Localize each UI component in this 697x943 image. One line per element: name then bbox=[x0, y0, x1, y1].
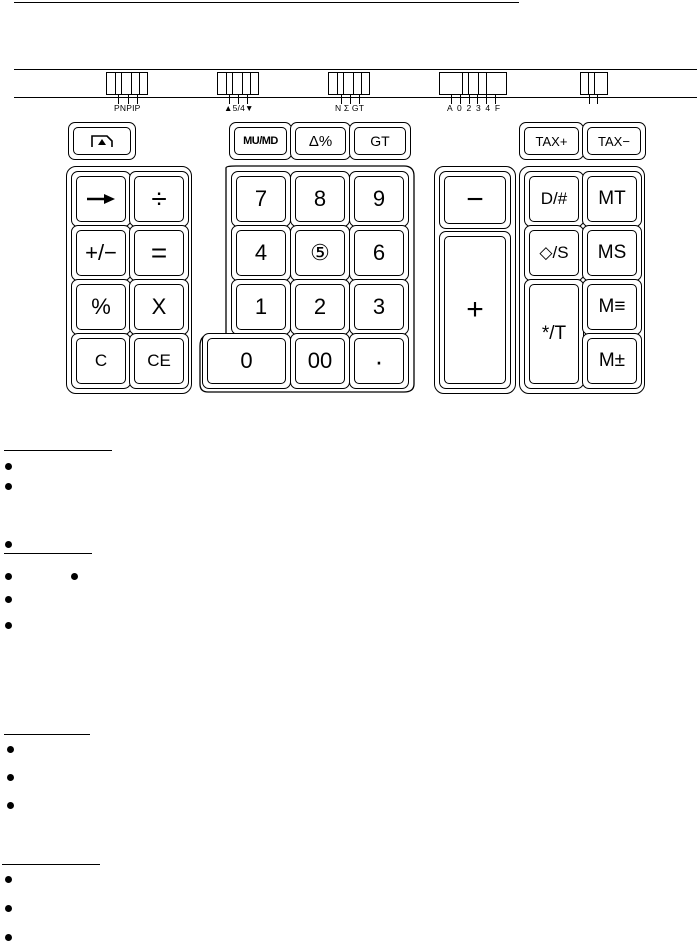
bullet-icon bbox=[7, 802, 14, 809]
mode-switch[interactable] bbox=[328, 72, 370, 95]
bullet-icon bbox=[5, 463, 12, 470]
paper-feed-button[interactable] bbox=[68, 122, 136, 160]
bullet-icon bbox=[5, 622, 12, 629]
plus-button[interactable]: + bbox=[439, 231, 511, 389]
bullet-icon bbox=[5, 541, 12, 548]
digit-2-button[interactable]: 2 bbox=[290, 279, 350, 335]
divide-button[interactable]: ÷ bbox=[129, 171, 189, 227]
paper-feed-icon bbox=[90, 134, 114, 148]
right-arrow-icon bbox=[86, 193, 116, 205]
bullet-icon bbox=[7, 774, 14, 781]
digit-00-button[interactable]: 00 bbox=[290, 333, 350, 389]
percent-button[interactable]: % bbox=[71, 279, 131, 335]
section-rule bbox=[2, 864, 100, 865]
digit-6-button[interactable]: 6 bbox=[349, 225, 409, 281]
tax-minus-button[interactable]: TAX− bbox=[582, 122, 646, 160]
bullet-icon bbox=[71, 573, 78, 580]
rounding-switch[interactable] bbox=[217, 72, 259, 95]
mu-md-button[interactable]: MU/MD bbox=[229, 122, 292, 160]
section-rule bbox=[4, 450, 112, 451]
print-mode-label: PNPIP bbox=[114, 103, 141, 113]
digit-1-button[interactable]: 1 bbox=[231, 279, 291, 335]
digit-9-button[interactable]: 9 bbox=[349, 171, 409, 227]
delta-percent-button[interactable]: Δ% bbox=[290, 122, 351, 160]
bullet-icon bbox=[5, 876, 12, 883]
digit-8-button[interactable]: 8 bbox=[290, 171, 350, 227]
digit-5-button[interactable]: ⑤ bbox=[290, 225, 350, 281]
bullet-icon bbox=[5, 483, 12, 490]
mode-label: N Σ GT bbox=[335, 103, 365, 113]
section-rule bbox=[4, 553, 92, 554]
digit-0-button[interactable]: 0 bbox=[202, 333, 291, 389]
decimal-switch[interactable] bbox=[439, 72, 507, 95]
panel-bottom-line bbox=[14, 97, 697, 98]
switch-tick bbox=[597, 95, 598, 104]
memory-equal-button[interactable]: M≡ bbox=[582, 279, 642, 335]
gt-button[interactable]: GT bbox=[349, 122, 411, 160]
non-add-subtotal-button[interactable]: ◇/S bbox=[524, 225, 584, 281]
digit-7-button[interactable]: 7 bbox=[231, 171, 291, 227]
clear-entry-button[interactable]: CE bbox=[129, 333, 189, 389]
section-rule bbox=[4, 734, 90, 735]
bullet-icon bbox=[5, 596, 12, 603]
equals-button[interactable]: = bbox=[129, 225, 189, 281]
mt-button[interactable]: MT bbox=[582, 171, 642, 227]
bullet-icon bbox=[5, 934, 12, 941]
digit-4-button[interactable]: 4 bbox=[231, 225, 291, 281]
memory-plus-minus-button[interactable]: M± bbox=[582, 333, 642, 389]
panel-top-line bbox=[14, 69, 697, 70]
bullet-icon bbox=[5, 905, 12, 912]
digit-3-button[interactable]: 3 bbox=[349, 279, 409, 335]
top-rule bbox=[14, 2, 519, 3]
switch-tick bbox=[589, 95, 590, 104]
decimal-point-button[interactable]: · bbox=[349, 333, 409, 389]
backspace-button[interactable] bbox=[71, 171, 131, 227]
minus-button[interactable]: − bbox=[439, 171, 511, 229]
clear-button[interactable]: C bbox=[71, 333, 131, 389]
print-mode-switch[interactable] bbox=[106, 72, 148, 95]
tax-plus-button[interactable]: TAX+ bbox=[519, 122, 584, 160]
date-number-button[interactable]: D/# bbox=[524, 171, 584, 227]
rounding-label: ▲5/4▼ bbox=[224, 103, 254, 113]
bullet-icon bbox=[5, 573, 12, 580]
total-button[interactable]: */T bbox=[524, 279, 584, 389]
decimal-label: A 0 2 3 4 F bbox=[447, 103, 502, 113]
sign-button[interactable]: +/− bbox=[71, 225, 131, 281]
bullet-icon bbox=[7, 746, 14, 753]
power-switch[interactable] bbox=[580, 72, 608, 95]
ms-button[interactable]: MS bbox=[582, 225, 642, 281]
multiply-button[interactable]: X bbox=[129, 279, 189, 335]
